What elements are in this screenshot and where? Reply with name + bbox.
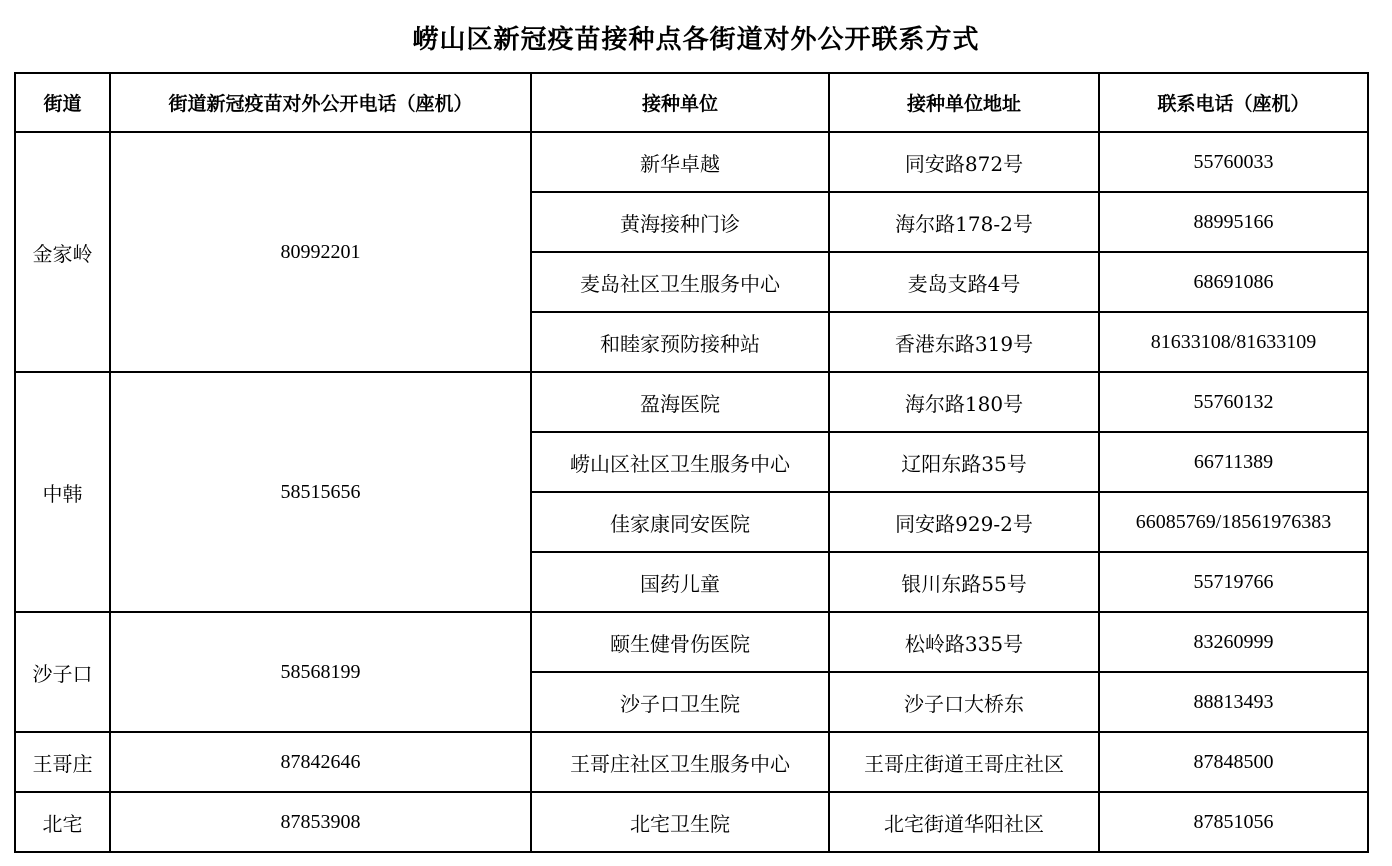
contact-cell: 87851056 [1099,792,1368,852]
table-row [15,132,1368,192]
page-title: 崂山区新冠疫苗接种点各街道对外公开联系方式 [412,25,980,55]
unit-cell: 佳家康同安医院 [531,492,829,552]
street-cell: 王哥庄 [15,732,110,792]
unit-cell: 国药儿童 [531,552,829,612]
unit-cell: 沙子口卫生院 [531,672,829,732]
header-contact: 联系电话（座机） [1099,73,1368,132]
header-street: 街道 [15,73,110,132]
address-cell: 海尔路178-2号 [829,192,1099,252]
table-row [15,612,1368,672]
street-cell: 北宅 [15,792,110,852]
address-cell: 辽阳东路35号 [829,432,1099,492]
header-row [15,73,1368,132]
unit-cell: 崂山区社区卫生服务中心 [531,432,829,492]
contact-cell: 55760132 [1099,372,1368,432]
street-phone-cell: 87853908 [110,792,531,852]
unit-cell: 北宅卫生院 [531,792,829,852]
address-cell: 麦岛支路4号 [829,252,1099,312]
address-cell: 北宅街道华阳社区 [829,792,1099,852]
address-cell: 同安路929-2号 [829,492,1099,552]
street-phone-cell: 58515656 [110,372,531,612]
unit-cell: 和睦家预防接种站 [531,312,829,372]
contact-cell: 68691086 [1099,252,1368,312]
contact-cell: 55760033 [1099,132,1368,192]
unit-cell: 黄海接种门诊 [531,192,829,252]
unit-cell: 王哥庄社区卫生服务中心 [531,732,829,792]
contact-cell: 88813493 [1099,672,1368,732]
address-cell: 王哥庄街道王哥庄社区 [829,732,1099,792]
street-phone-cell: 87842646 [110,732,531,792]
address-cell: 沙子口大桥东 [829,672,1099,732]
contact-cell: 66085769/18561976383 [1099,492,1368,552]
contact-cell: 83260999 [1099,612,1368,672]
address-cell: 香港东路319号 [829,312,1099,372]
table-row [15,372,1368,432]
address-cell: 银川东路55号 [829,552,1099,612]
address-cell: 松岭路335号 [829,612,1099,672]
street-phone-cell: 80992201 [110,132,531,372]
contact-cell: 55719766 [1099,552,1368,612]
unit-cell: 颐生健骨伤医院 [531,612,829,672]
contact-cell: 81633108/81633109 [1099,312,1368,372]
table-row [15,792,1368,852]
header-street-phone: 街道新冠疫苗对外公开电话（座机） [110,73,531,132]
table-row [15,732,1368,792]
address-cell: 同安路872号 [829,132,1099,192]
unit-cell: 新华卓越 [531,132,829,192]
address-cell: 海尔路180号 [829,372,1099,432]
header-address: 接种单位地址 [829,73,1099,132]
contact-cell: 87848500 [1099,732,1368,792]
street-phone-cell: 58568199 [110,612,531,732]
vaccination-contact-table [14,72,1369,853]
header-unit: 接种单位 [531,73,829,132]
unit-cell: 盈海医院 [531,372,829,432]
unit-cell: 麦岛社区卫生服务中心 [531,252,829,312]
contact-cell: 66711389 [1099,432,1368,492]
street-cell: 沙子口 [15,612,110,732]
contact-cell: 88995166 [1099,192,1368,252]
street-cell: 中韩 [15,372,110,612]
street-cell: 金家岭 [15,132,110,372]
